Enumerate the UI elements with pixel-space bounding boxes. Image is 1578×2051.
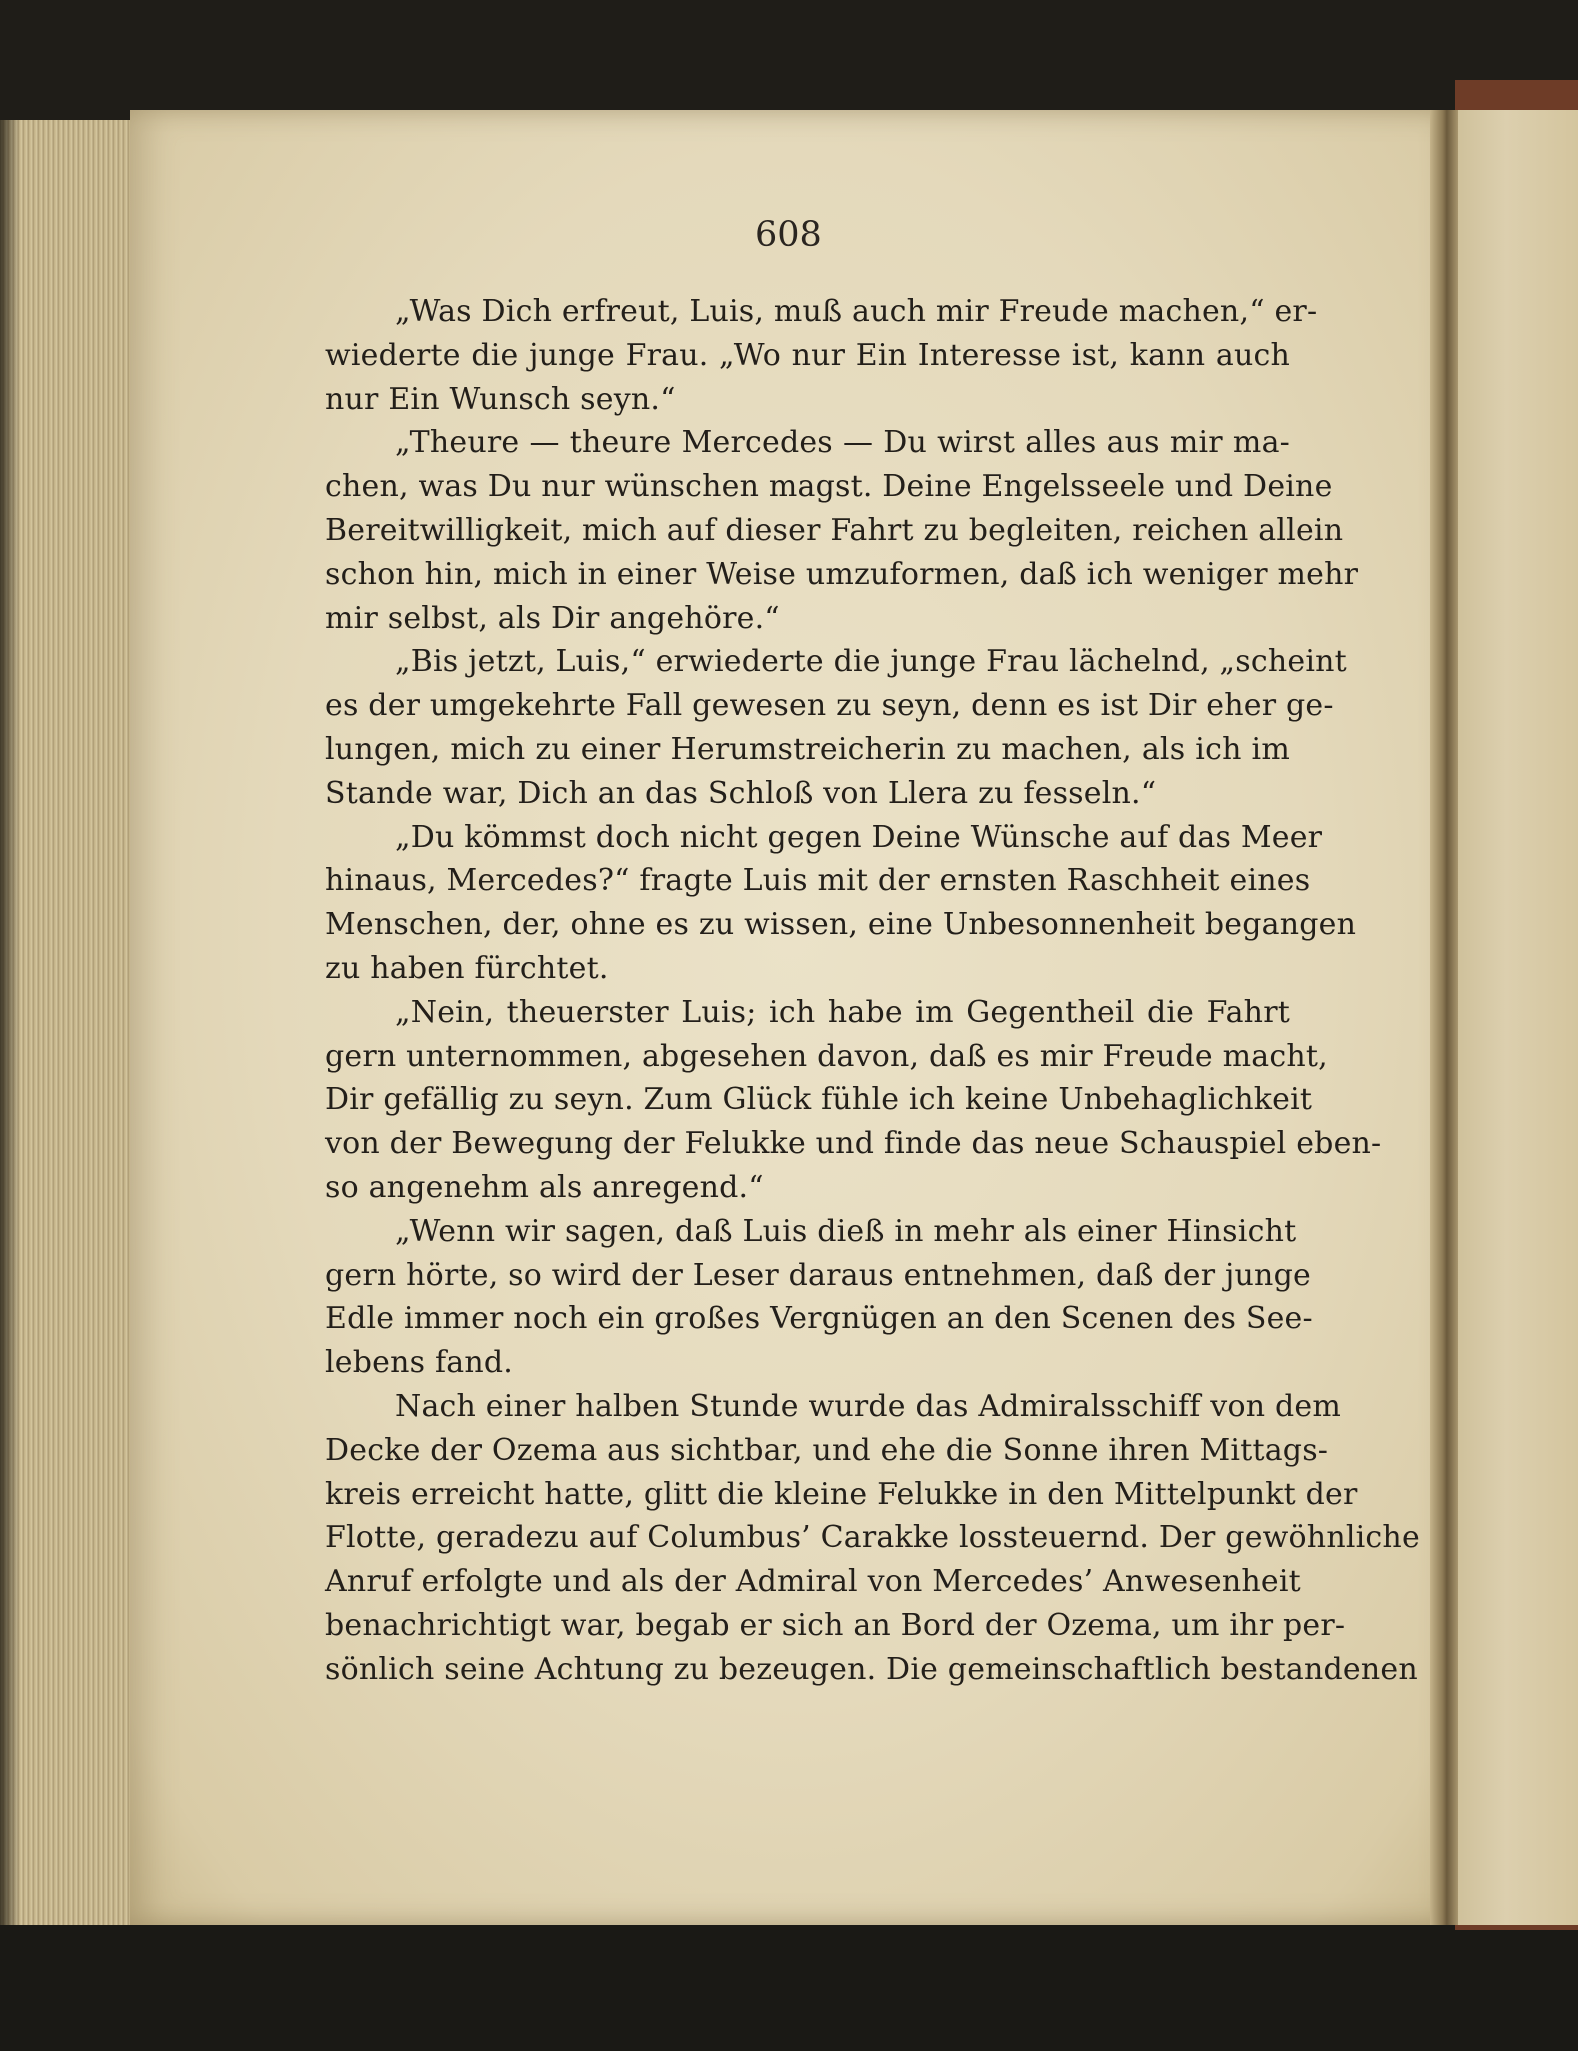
- text-line: Dir gefällig zu seyn. Zum Glück fühle ich keine Unbehaglichkeit: [325, 1082, 1313, 1118]
- text-line: „Nein, theuerster Luis; ich habe im Gegentheil die Fahrt: [395, 994, 1290, 1030]
- text-line: schon hin, mich in einer Weise umzuformen, daß ich weniger mehr: [325, 556, 1359, 592]
- text-line: lungen, mich zu einer Herumstreicherin zu machen, als ich im: [325, 731, 1290, 767]
- text-line: lebens fand.: [325, 1345, 514, 1381]
- text-line: „Was Dich erfreut, Luis, muß auch mir Freude machen,“ er-: [395, 294, 1318, 329]
- book-gutter: [1430, 110, 1458, 1925]
- text-line: mir selbst, als Dir angehöre.“: [325, 600, 780, 636]
- text-line: „Theure — theure Mercedes — Du wirst alles aus mir ma-: [395, 425, 1290, 461]
- text-line: Nach einer halben Stunde wurde das Admiralsschiff von dem: [395, 1388, 1341, 1424]
- text-line: Anruf erfolgte und als der Admiral von Mercedes’ Anwesenheit: [325, 1564, 1301, 1600]
- text-line: „Du kömmst doch nicht gegen Deine Wünsche auf das Meer: [395, 819, 1323, 855]
- text-line: sönlich seine Achtung zu bezeugen. Die gemeinschaftlich bestandenen: [325, 1651, 1418, 1687]
- text-line: wiederte die junge Frau. „Wo nur Ein Interesse ist, kann auch: [325, 337, 1290, 373]
- text-line: Menschen, der, ohne es zu wissen, eine Unbesonnenheit begangen: [325, 907, 1357, 943]
- page-text: [325, 290, 1420, 1692]
- table-surface: [0, 1925, 1578, 2051]
- text-line: chen, was Du nur wünschen magst. Deine Engelsseele und Deine: [325, 469, 1333, 505]
- text-line: gern hörte, so wird der Leser daraus entnehmen, daß der junge: [325, 1257, 1311, 1293]
- text-line: gern unternommen, abgesehen davon, daß es mir Freude macht,: [325, 1038, 1328, 1074]
- text-line: Bereitwilligkeit, mich auf dieser Fahrt zu begleiten, reichen allein: [325, 512, 1344, 548]
- text-line: „Bis jetzt, Luis,“ erwiederte die junge Frau lächelnd, „scheint: [395, 644, 1347, 680]
- page-number: 608: [755, 215, 822, 255]
- text-line: es der umgekehrte Fall gewesen zu seyn, denn es ist Dir eher ge-: [325, 688, 1334, 724]
- text-line: Decke der Ozema aus sichtbar, und ehe die Sonne ihren Mittags-: [325, 1432, 1329, 1468]
- text-line: hinaus, Mercedes?“ fragte Luis mit der ernsten Raschheit eines: [325, 863, 1311, 899]
- text-line: Flotte, geradezu auf Columbus’ Carakke lossteuernd. Der gewöhnliche: [325, 1520, 1420, 1556]
- page-edges-shadow: [0, 120, 20, 1925]
- text-line: von der Bewegung der Felukke und finde das neue Schauspiel eben-: [325, 1126, 1382, 1162]
- text-line: kreis erreicht hatte, glitt die kleine Felukke in den Mittelpunkt der: [325, 1476, 1358, 1512]
- text-line: zu haben fürchtet.: [325, 950, 609, 986]
- facing-page-sliver: [1458, 110, 1578, 1925]
- text-line: benachrichtigt war, begab er sich an Bord der Ozema, um ihr per-: [325, 1607, 1346, 1643]
- text-line: nur Ein Wunsch seyn.“: [325, 381, 676, 417]
- text-line: „Wenn wir sagen, daß Luis dieß in mehr als einer Hinsicht: [395, 1213, 1297, 1249]
- text-line: so angenehm als anregend.“: [325, 1169, 764, 1205]
- text-line: Stande war, Dich an das Schloß von Llera zu fesseln.“: [325, 775, 1157, 811]
- text-line: Edle immer noch ein großes Vergnügen an den Scenen des See-: [325, 1301, 1313, 1337]
